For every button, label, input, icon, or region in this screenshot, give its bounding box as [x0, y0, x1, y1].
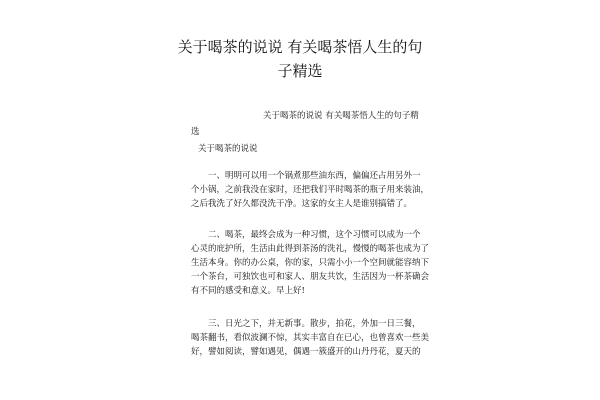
subtitle-line-2: 选: [191, 127, 200, 137]
paragraph-3: [191, 318, 430, 360]
paragraph-1: [191, 170, 430, 212]
document-title-line-1: 关于喝茶的说说 有关喝茶悟人生的句: [177, 38, 423, 56]
paragraph-line: 有不同的感受和意义。早上好!: [191, 286, 305, 296]
paragraph-line: 之后我洗了好久都没洗干净。这家的女主人是谁别搞错了。: [191, 199, 413, 209]
subtitle-line-1: 关于喝茶的说说 有关喝茶悟人生的句子精: [263, 111, 419, 121]
paragraph-line: 一个茶台，可独饮也可和家人、朋友共饮，生活因为一杯茶确会: [191, 272, 430, 282]
paragraph-line: 好，譬如阅读，譬如遇见，偶遇一簇盛开的山丹丹花，夏天的: [191, 347, 421, 357]
paragraph-2: [191, 229, 430, 299]
paragraph-line: 个小锅，之前我没在家时，还把我们平时喝茶的瓶子用来装油，: [191, 185, 430, 195]
paragraph-line: 生活本身。你的办公桌，你的家，只需小小一个空间就能容纳下: [191, 258, 430, 268]
paragraph-line: 三、日光之下，并无新事。散步，拍花，外加一日三餐，: [208, 319, 421, 329]
paragraph-line: 喝茶翻书，看似波澜不惊，其实丰富自在已心，也曾喜欢一些美: [191, 333, 430, 343]
paragraph-line: 心灵的庇护所，生活由此得到茶汤的洗礼，慢慢的喝茶也成为了: [191, 244, 430, 254]
paragraph-line: 一、明明可以用一个锅煮那些油东西，偏偏还占用另外一: [208, 171, 421, 181]
section-heading: 关于喝茶的说说: [198, 144, 258, 154]
paragraph-line: 二、喝茶，最终会成为一种习惯，这个习惯可以成为一个: [208, 230, 421, 240]
document-title-line-2: 子精选: [277, 62, 323, 80]
